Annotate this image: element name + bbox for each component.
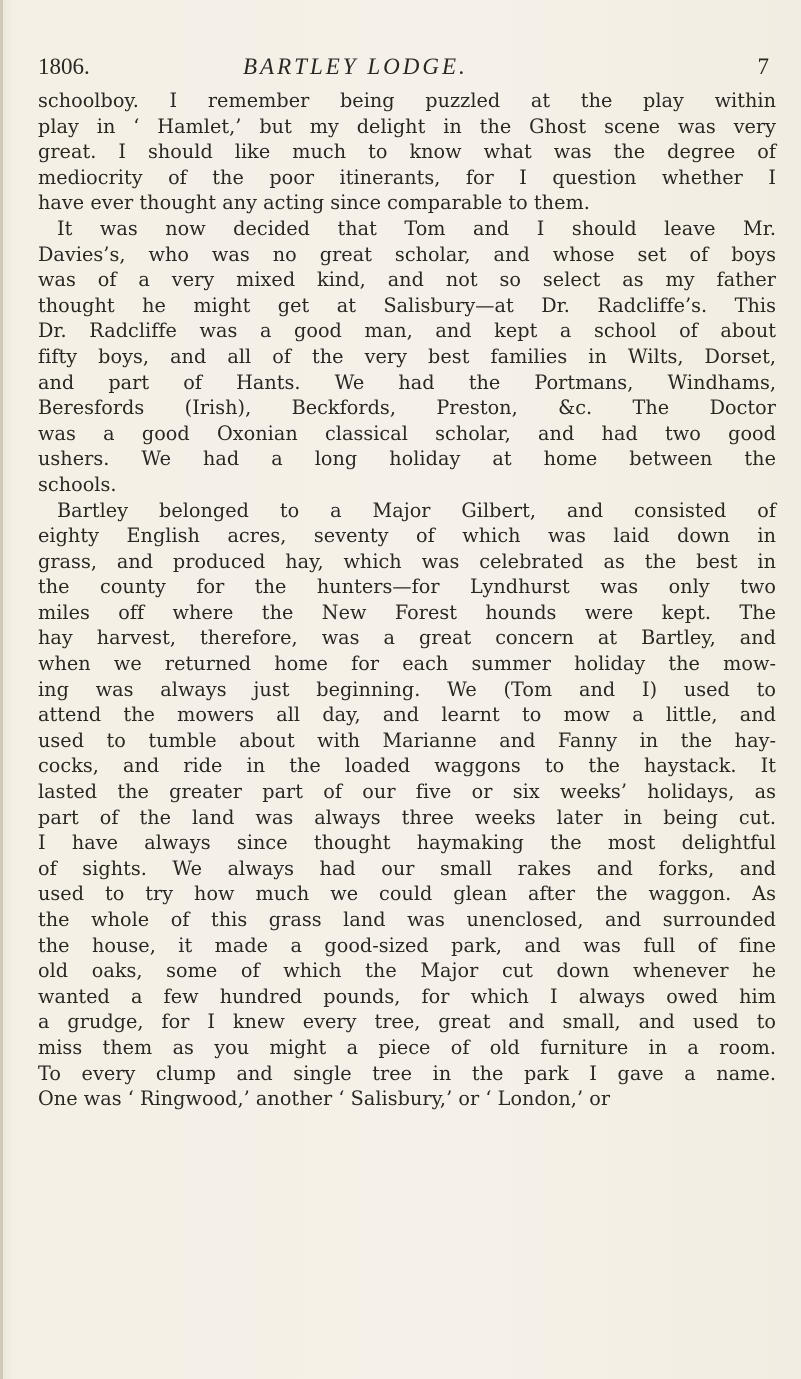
text-line: grass, and produced hay, which was celebrated as the best in bbox=[38, 549, 776, 573]
text-line: great. I should like much to know what was the degree of bbox=[38, 140, 776, 164]
text-line: old oaks, some of which the Major cut down whenever he bbox=[38, 959, 776, 983]
text-line: the whole of this grass land was unenclosed, and surrounded bbox=[38, 908, 776, 931]
page-number: 7 bbox=[757, 54, 769, 79]
text-line: part of the land was always three weeks later in being cut. bbox=[38, 805, 776, 829]
text-line: Bartley belonged to a Major Gilbert, and consisted of bbox=[57, 498, 776, 522]
text-line: schools. bbox=[38, 472, 117, 496]
text-line: It was now decided that Tom and I should leave Mr. bbox=[57, 216, 776, 240]
text-line: Beresfords (Irish), Beckfords, Preston, &c. The Doctor bbox=[38, 396, 776, 420]
text-line: play in ‘ Hamlet,’ but my delight in the Ghost scene was very bbox=[38, 114, 776, 138]
text-line: the county for the hunters—for Lyndhurst was only two bbox=[38, 575, 776, 599]
text-line: was a good Oxonian classical scholar, and had two good bbox=[38, 421, 776, 445]
header-year: 1806. bbox=[38, 54, 90, 79]
text-line: miles off where the New Forest hounds were kept. The bbox=[38, 600, 776, 624]
text-line: fifty boys, and all of the very best families in Wilts, Dorset, bbox=[38, 344, 776, 368]
text-line: schoolboy. I remember being puzzled at the play within bbox=[38, 89, 776, 112]
text-line: cocks, and ride in the loaded waggons to the haystack. It bbox=[38, 754, 776, 778]
text-line: when we returned home for each summer holiday the mow- bbox=[38, 652, 776, 676]
text-line: was of a very mixed kind, and not so select as my father bbox=[38, 268, 776, 292]
text-line: lasted the greater part of our five or six weeks’ holidays, as bbox=[38, 780, 776, 804]
text-line: of sights. We always had our small rakes and forks, and bbox=[38, 856, 776, 880]
text-line: thought he might get at Salisbury—at Dr. Radcliffe’s. This bbox=[38, 293, 776, 317]
text-line: mediocrity of the poor itinerants, for I question whether I bbox=[38, 165, 776, 189]
text-line: wanted a few hundred pounds, for which I always owed him bbox=[38, 984, 776, 1008]
text-line: I have always since thought haymaking the most delightful bbox=[38, 831, 776, 855]
header-title: BARTLEY LODGE. bbox=[243, 54, 468, 79]
text-line: used to tumble about with Marianne and Fanny in the hay- bbox=[38, 728, 776, 752]
text-line: miss them as you might a piece of old furniture in a room. bbox=[38, 1035, 776, 1059]
text-line: One was ‘ Ringwood,’ another ‘ Salisbury,’ or ‘ London,’ or bbox=[38, 1087, 611, 1111]
text-line: attend the mowers all day, and learnt to mow a little, and bbox=[38, 703, 776, 727]
text-line: and part of Hants. We had the Portmans, Windhams, bbox=[38, 370, 776, 394]
text-line: the house, it made a good-sized park, and was full of fine bbox=[38, 933, 776, 957]
text-line: have ever thought any acting since comparable to them. bbox=[38, 191, 590, 215]
text-line: To every clump and single tree in the park I gave a name. bbox=[38, 1061, 776, 1085]
text-line: hay harvest, therefore, was a great concern at Bartley, and bbox=[38, 626, 776, 650]
text-line: eighty English acres, seventy of which was laid down in bbox=[38, 524, 776, 548]
body-text bbox=[38, 88, 776, 1112]
text-line: used to try how much we could glean after the waggon. As bbox=[38, 882, 776, 906]
text-line: Dr. Radcliffe was a good man, and kept a school of about bbox=[38, 319, 776, 343]
text-line: a grudge, for I knew every tree, great and small, and used to bbox=[38, 1010, 776, 1034]
text-line: Davies’s, who was no great scholar, and whose set of boys bbox=[38, 242, 776, 266]
text-line: ushers. We had a long holiday at home between the bbox=[38, 447, 776, 471]
text-line: ing was always just beginning. We (Tom and I) used to bbox=[38, 677, 776, 701]
running-header bbox=[38, 52, 773, 86]
page-gutter bbox=[0, 0, 3, 1379]
